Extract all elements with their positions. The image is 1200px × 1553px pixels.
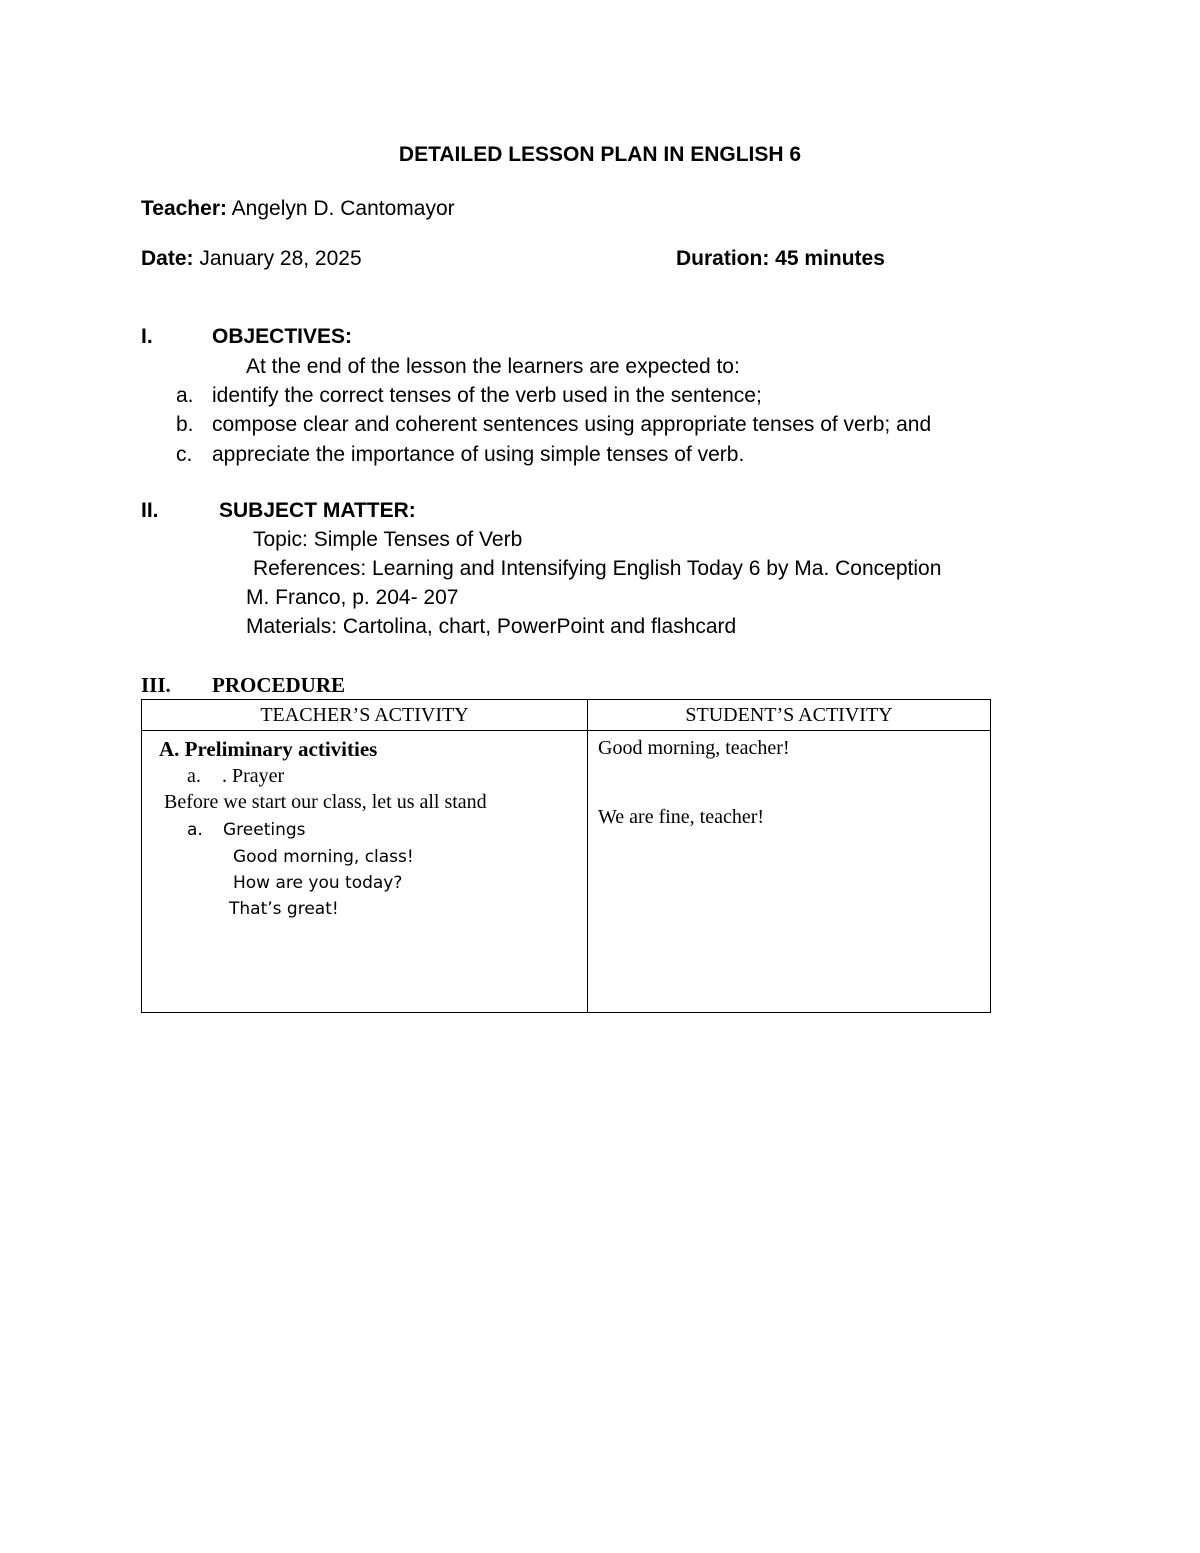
prayer-marker: a. xyxy=(187,765,201,787)
objective-marker: c. xyxy=(176,443,193,466)
procedure-numeral: III. xyxy=(141,673,171,697)
subject-references-cont: M. Franco, p. 204- 207 xyxy=(246,586,459,609)
objective-item: identify the correct tenses of the verb used in the sentence; xyxy=(212,384,762,407)
student-activity-header: STUDENT’S ACTIVITY xyxy=(588,700,991,731)
student-reply: We are fine, teacher! xyxy=(598,806,765,828)
objective-marker: b. xyxy=(176,413,194,436)
subject-references: References: Learning and Intensifying English Today 6 by Ma. Conception xyxy=(253,557,942,580)
date-label: Date: xyxy=(141,247,194,270)
duration-label: Duration: xyxy=(676,247,770,270)
date-line xyxy=(141,247,362,271)
objective-marker: a. xyxy=(176,384,194,407)
procedure-table xyxy=(141,699,991,1013)
prayer-item: . Prayer xyxy=(222,765,285,787)
prayer-text: Before we start our class, let us all stand xyxy=(164,791,487,813)
teacher-label: Teacher: xyxy=(141,197,227,220)
greetings-item: Greetings xyxy=(223,820,306,840)
student-activity-cell xyxy=(588,731,991,1013)
objective-item: compose clear and coherent sentences using appropriate tenses of verb; and xyxy=(212,413,932,436)
teacher-activity-cell xyxy=(142,731,588,1013)
student-reply: Good morning, teacher! xyxy=(598,737,790,759)
duration-value: 45 minutes xyxy=(775,247,885,270)
objectives-numeral: I. xyxy=(141,325,153,348)
subject-topic: Topic: Simple Tenses of Verb xyxy=(253,528,523,551)
objective-item: appreciate the importance of using simple tenses of verb. xyxy=(212,443,745,466)
teacher-value: Angelyn D. Cantomayor xyxy=(231,197,455,220)
date-value: January 28, 2025 xyxy=(199,247,362,270)
duration-line xyxy=(676,247,885,271)
teacher-line xyxy=(141,197,455,221)
table-header-row xyxy=(142,700,991,731)
document-title: DETAILED LESSON PLAN IN ENGLISH 6 xyxy=(398,143,802,166)
procedure-heading: PROCEDURE xyxy=(212,673,346,697)
preliminary-heading: A. Preliminary activities xyxy=(159,737,378,761)
greeting-line: That’s great! xyxy=(229,899,339,919)
subject-materials: Materials: Cartolina, chart, PowerPoint and flashcard xyxy=(246,615,737,638)
greetings-marker: a. xyxy=(187,820,203,840)
subject-numeral: II. xyxy=(141,499,159,522)
teacher-activity-header: TEACHER’S ACTIVITY xyxy=(142,700,588,731)
greeting-line: Good morning, class! xyxy=(233,847,414,867)
objectives-heading: OBJECTIVES: xyxy=(212,325,353,348)
table-row xyxy=(142,731,991,1013)
greeting-line: How are you today? xyxy=(233,873,403,893)
subject-heading: SUBJECT MATTER: xyxy=(219,499,416,522)
objectives-intro: At the end of the lesson the learners are expected to: xyxy=(246,355,740,378)
